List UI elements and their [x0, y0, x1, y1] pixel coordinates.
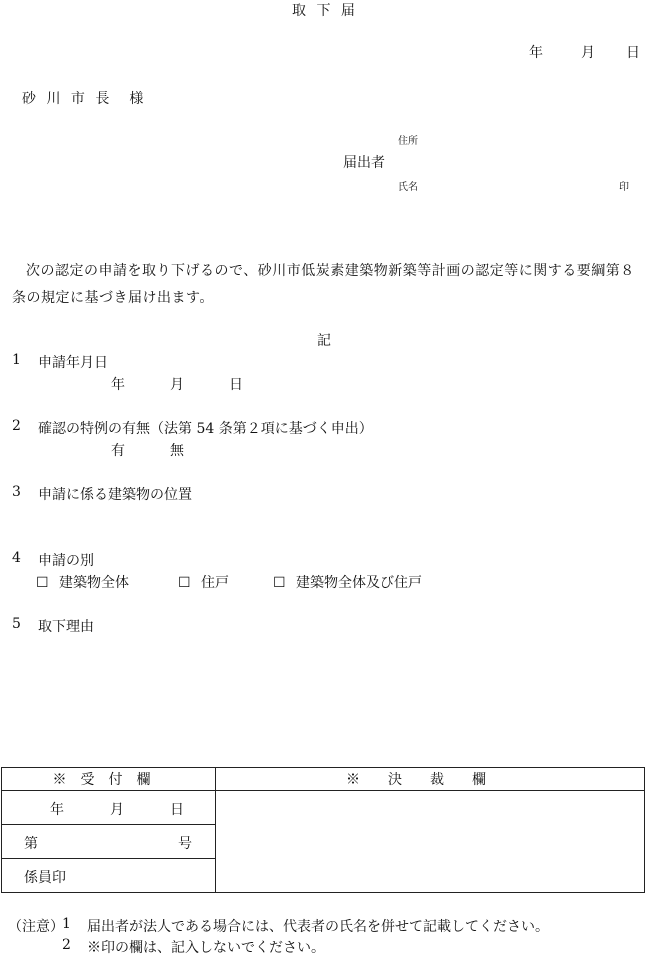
item-1-day: 日 — [229, 377, 243, 393]
note-1-text: 届出者が法人である場合には、代表者の氏名を併せて記載してください。 — [87, 919, 549, 935]
document-title: 取 下 届 — [292, 3, 358, 19]
item-1-label: 申請年月日 — [38, 355, 108, 371]
checkbox-whole-building[interactable] — [36, 572, 129, 592]
checkbox-building-and-dwelling[interactable] — [273, 572, 422, 592]
option-whole-building: 建築物全体 — [59, 575, 130, 591]
item-2-yes: 有 — [111, 443, 125, 459]
date-year: 年 — [529, 45, 543, 61]
option-building-and-dwelling: 建築物全体及び住戸 — [296, 575, 423, 591]
item-3-label: 申請に係る建築物の位置 — [38, 487, 192, 503]
reception-date-cell[interactable] — [2, 791, 216, 825]
applicant-label: 届出者 — [343, 155, 385, 171]
note-2-number: 2 — [62, 937, 71, 953]
staff-seal-cell[interactable] — [2, 859, 216, 893]
reception-header: ※受付欄 — [2, 768, 216, 791]
note-1-number: 1 — [62, 916, 71, 932]
item-3-number: 3 — [12, 484, 21, 500]
item-4-label: 申請の別 — [38, 553, 94, 569]
checkbox-icon: ☐ — [36, 575, 49, 591]
reception-year: 年 — [50, 802, 64, 818]
ki-heading: 記 — [317, 333, 331, 349]
option-dwelling: 住戸 — [201, 575, 230, 591]
date-day: 日 — [626, 45, 640, 61]
reception-month: 月 — [110, 802, 124, 818]
name-label: 氏名 — [398, 182, 418, 193]
reception-day: 日 — [170, 802, 184, 818]
note-2-text: ※印の欄は、記入しないでください。 — [87, 940, 325, 956]
addressee: 砂 川 市 長 様 — [22, 91, 147, 107]
item-5-number: 5 — [12, 616, 21, 632]
number-prefix: 第 — [24, 836, 38, 852]
notes-label: （注意） — [8, 919, 64, 935]
decision-header: ※決裁欄 — [216, 768, 645, 791]
item-2-no: 無 — [170, 443, 184, 459]
item-2-label: 確認の特例の有無（法第 54 条第２項に基づく申出） — [38, 421, 373, 437]
item-5-label: 取下理由 — [38, 619, 94, 635]
item-2-number: 2 — [12, 418, 21, 434]
checkbox-icon: ☐ — [273, 575, 286, 591]
item-4-number: 4 — [12, 550, 21, 566]
date-month: 月 — [581, 45, 595, 61]
checkbox-icon: ☐ — [178, 575, 191, 591]
seal-mark: 印 — [619, 182, 629, 193]
number-suffix: 号 — [178, 836, 192, 852]
checkbox-dwelling[interactable] — [178, 572, 229, 592]
reception-number-cell[interactable] — [2, 825, 216, 859]
body-paragraph: 次の認定の申請を取り下げるので、砂川市低炭素建築物新築等計画の認定等に関する要綱第８条の規定に基づき届け出ます。 — [12, 263, 635, 306]
decision-cell[interactable] — [216, 791, 645, 893]
reception-decision-table — [1, 767, 645, 893]
item-1-year: 年 — [111, 377, 125, 393]
item-1-number: 1 — [12, 352, 21, 368]
address-label: 住所 — [398, 136, 418, 147]
staff-seal-label: 係員印 — [24, 870, 66, 886]
item-1-month: 月 — [170, 377, 184, 393]
